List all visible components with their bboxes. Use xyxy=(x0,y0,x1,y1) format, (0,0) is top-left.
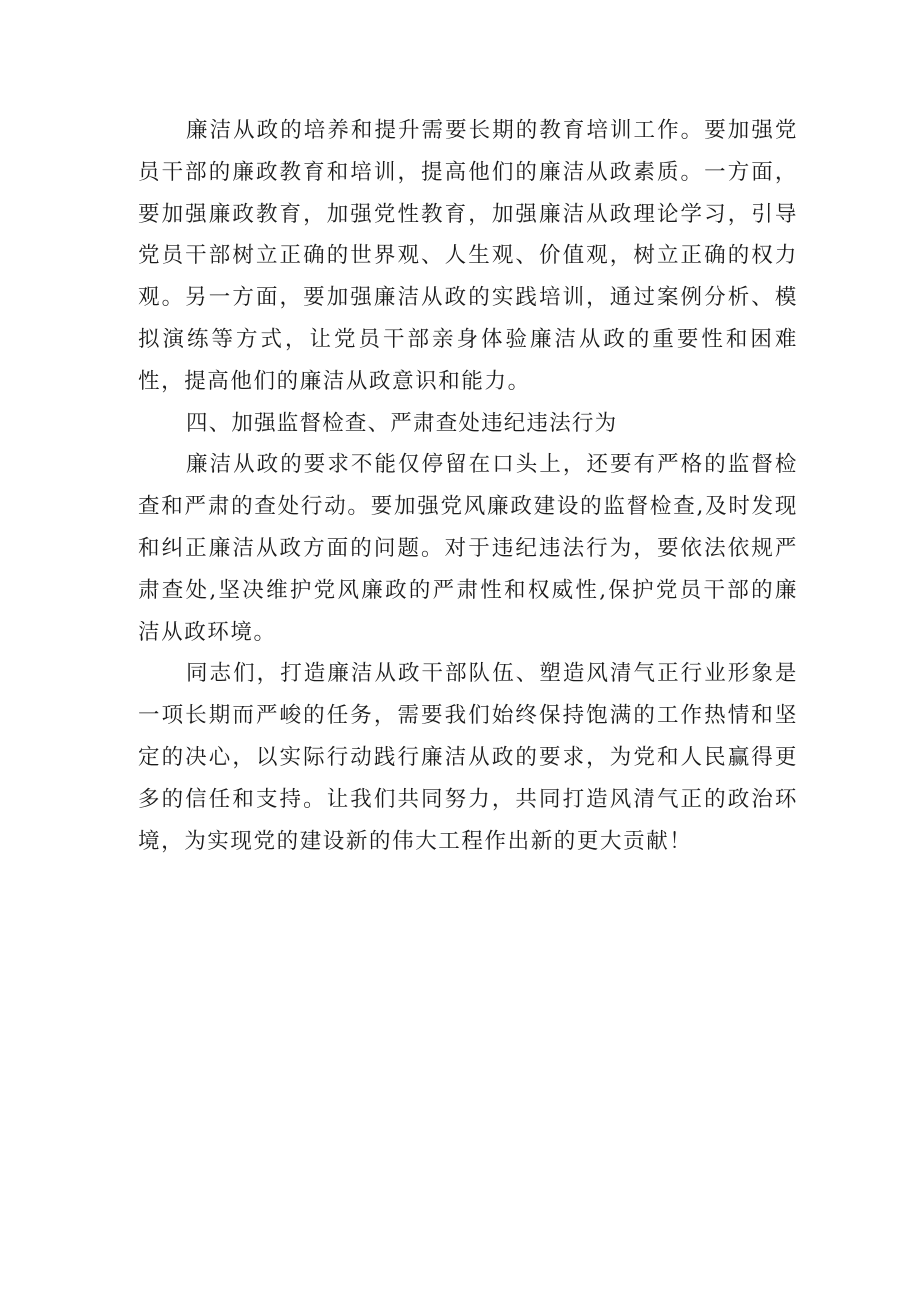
paragraph-conclusion: 同志们，打造廉洁从政干部队伍、塑造风清气正行业形象是一项长期而严峻的任务，需要我们始终保持饱满的工作热情和坚定的决心，以实际行动践行廉洁从政的要求，为党和人民赢得更多的信任和支持。让我们共同努力，共同打造风清气正的政治环境，为实现党的建设新的伟大工程作出新的更大贡献！ xyxy=(138,661,798,854)
document-body xyxy=(138,110,798,862)
paragraph-education-training: 廉洁从政的培养和提升需要长期的教育培训工作。要加强党员干部的廉政教育和培训，提高他们的廉洁从政素质。一方面，要加强廉政教育，加强党性教育，加强廉洁从政理论学习，引导党员干部树立正确的世界观、人生观、价值观，树立正确的权力观。另一方面，要加强廉洁从政的实践培训，通过案例分析、模拟演练等方式，让党员干部亲身体验廉洁从政的重要性和困难性，提高他们的廉洁从政意识和能力。 xyxy=(138,118,798,394)
section-heading-supervision: 四、加强监督检查、严肃查处违纪违法行为 xyxy=(186,410,618,436)
paragraph-supervision: 廉洁从政的要求不能仅停留在口头上，还要有严格的监督检查和严肃的查处行动。要加强党风廉政建设的监督检查,及时发现和纠正廉洁从政方面的问题。对于违纪违法行为，要依法依规严肃查处,坚决维护党风廉政的严肃性和权威性,保护党员干部的廉洁从政环境。 xyxy=(138,452,798,645)
